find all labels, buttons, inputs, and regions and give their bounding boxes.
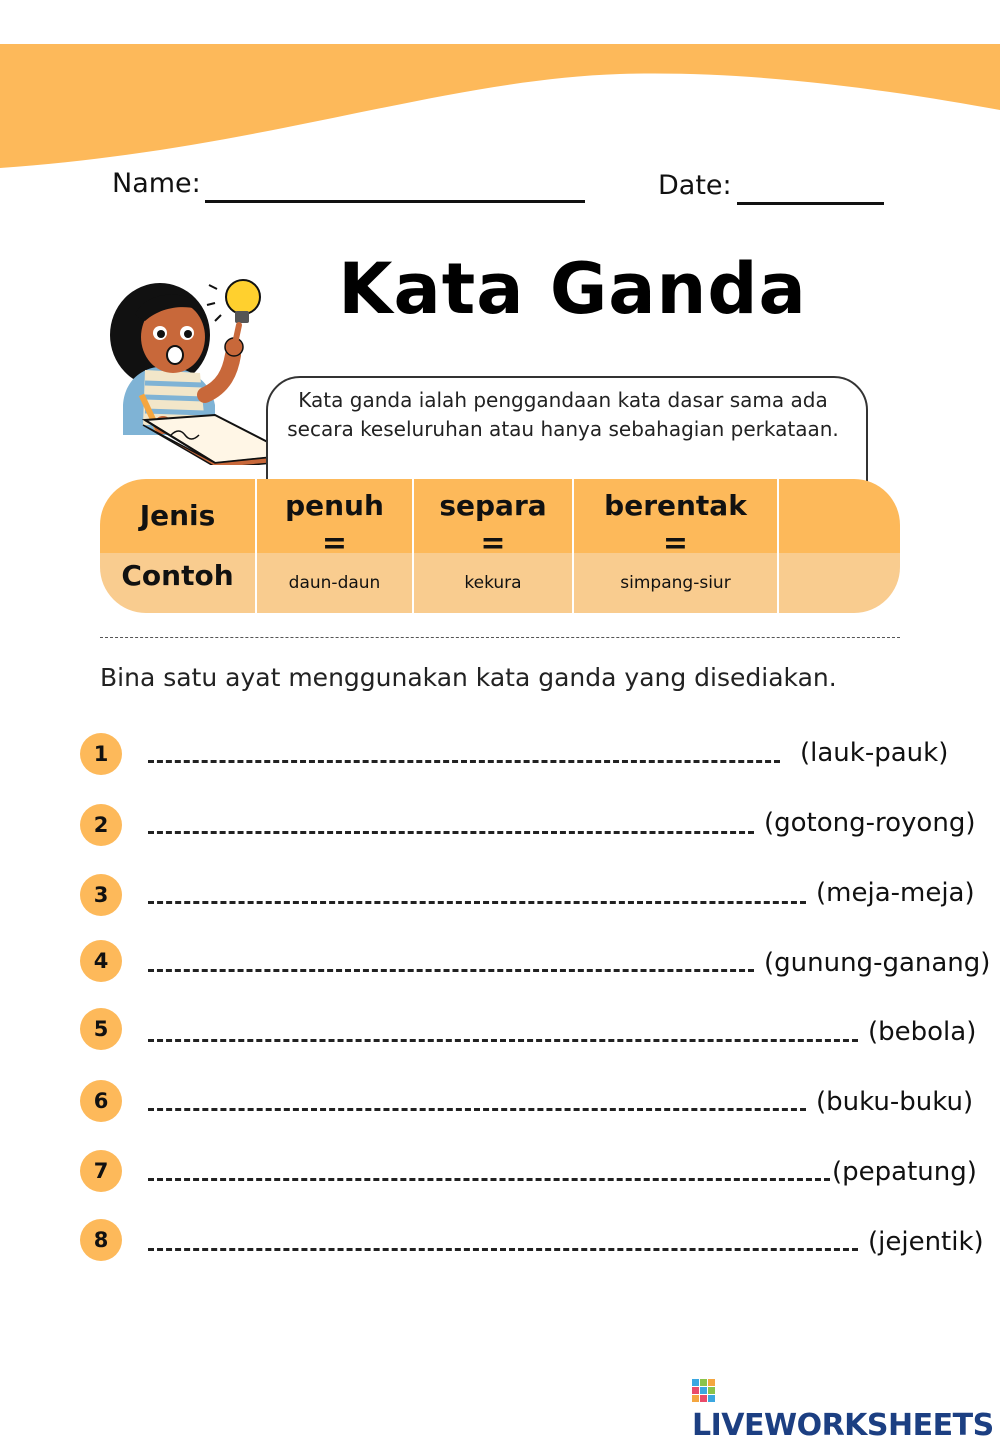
section-divider (100, 637, 900, 638)
contoh-penuh: daun-daun (288, 573, 381, 593)
row-label-jenis: Jenis (139, 499, 216, 532)
contoh-separa: kekura (464, 573, 522, 593)
jenis-berentak: berentak (604, 489, 747, 522)
jenis-contoh-table (100, 479, 900, 613)
answer-line[interactable] (148, 1248, 858, 1251)
given-word: (gunung-ganang) (764, 948, 991, 978)
header-wave (0, 0, 1000, 180)
lightbulb-icon (207, 280, 260, 323)
name-label: Name: (112, 168, 201, 199)
answer-line[interactable] (148, 1108, 806, 1111)
page-title: Kata Ganda (338, 248, 807, 330)
item-number: 5 (80, 1008, 122, 1050)
definition-text: Kata ganda ialah penggandaan kata dasar sama ada secara keseluruhan atau hanya sebahagian perkataan. (287, 388, 839, 441)
item-number: 4 (80, 940, 122, 982)
given-word: (bebola) (868, 1017, 977, 1047)
item-number: 8 (80, 1219, 122, 1261)
item-number: 3 (80, 874, 122, 916)
given-word: (lauk-pauk) (800, 738, 949, 768)
equals-sign: = (662, 526, 689, 561)
jenis-separa: separa (439, 489, 547, 522)
logo-text: LIVEWORKSHEETS (692, 1408, 994, 1443)
answer-line[interactable] (148, 1178, 830, 1181)
given-word: (gotong-royong) (764, 808, 976, 838)
answer-line[interactable] (148, 969, 754, 972)
instruction-text: Bina satu ayat menggunakan kata ganda yang disediakan. (100, 663, 837, 692)
jenis-penuh: penuh (285, 489, 384, 522)
table-divider (777, 479, 779, 613)
item-number: 6 (80, 1080, 122, 1122)
logo-grid-icon (692, 1379, 716, 1403)
given-word: (pepatung) (832, 1157, 977, 1187)
item-number: 2 (80, 804, 122, 846)
liveworksheets-logo[interactable] (692, 1373, 1000, 1443)
date-field[interactable] (737, 202, 884, 205)
equals-sign: = (321, 526, 348, 561)
name-field[interactable] (205, 200, 585, 203)
given-word: (meja-meja) (816, 878, 975, 908)
given-word: (buku-buku) (816, 1087, 974, 1117)
contoh-berentak: simpang-siur (620, 573, 731, 593)
item-number: 1 (80, 733, 122, 775)
answer-line[interactable] (148, 760, 780, 763)
item-number: 7 (80, 1150, 122, 1192)
answer-line[interactable] (148, 831, 754, 834)
answer-line[interactable] (148, 1039, 858, 1042)
row-label-contoh: Contoh (121, 559, 234, 592)
equals-sign: = (480, 526, 506, 561)
given-word: (jejentik) (868, 1227, 984, 1257)
date-label: Date: (658, 170, 732, 201)
answer-line[interactable] (148, 901, 806, 904)
